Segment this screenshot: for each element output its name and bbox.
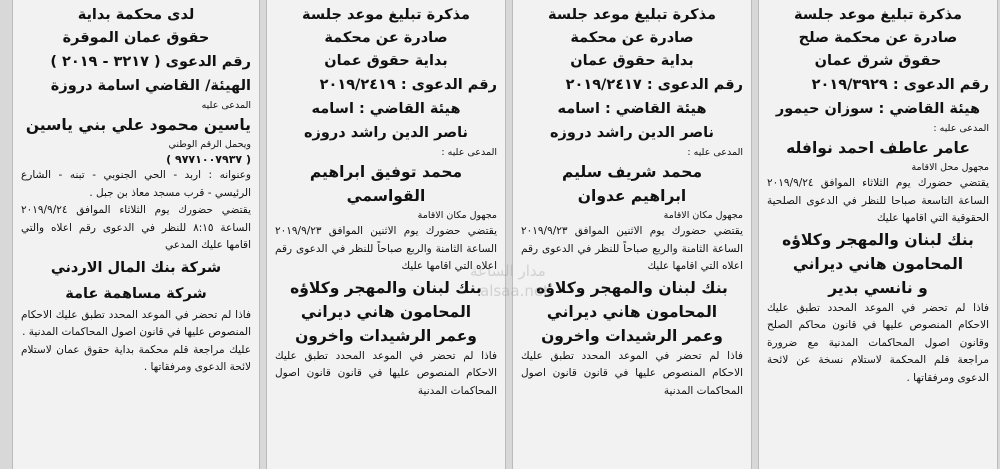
summons-text: يقتضي حضورك يوم الاثنين الموافق ٢٠١٩/٩/٢٣ الساعة الثامنة والربع صباحاً للنظر في الدعوى رقم اعلاه التي اقامها عليك	[275, 225, 497, 272]
court-heading: لدى محكمة بداية	[77, 7, 195, 23]
judge-name: هيئة القاضي : اسامه	[311, 101, 461, 117]
case-number: رقم الدعوى : ٢٠١٩/٢٤١٩	[319, 77, 497, 93]
notice-title: مذكرة تبليغ موعد جلسة	[548, 7, 716, 23]
issuing-court: صادرة عن محكمة صلح	[798, 30, 958, 46]
summons-text: يقتضي حضورك يوم الثلاثاء الموافق ٢٠١٩/٩/٢٤ الساعة التاسعة صباحا للنظر في الدعوى الصلحية الحقوقية التي اقامها عليك	[767, 177, 989, 224]
notice-column-1	[758, 0, 998, 469]
judge-name: الهيئة/ القاضي اسامة دروزة	[50, 78, 251, 94]
court-name: حقوق شرق عمان	[814, 53, 942, 69]
notice-column-4	[12, 0, 260, 469]
defendant-name: عامر عاطف احمد نوافله	[786, 139, 970, 157]
judge-name: هيئة القاضي : سوزان حيمور	[775, 101, 981, 117]
defendant-name-cont: ابراهيم عدوان	[577, 187, 687, 205]
defendant-name: محمد شريف سليم	[561, 163, 703, 181]
defendant-name: محمد توفيق ابراهيم	[309, 163, 463, 181]
notice-title: مذكرة تبليغ موعد جلسة	[794, 7, 962, 23]
plaintiff-line: المحامون هاني ديراني	[546, 302, 718, 321]
summons-text: يقتضي حضورك يوم الثلاثاء الموافق ٢٠١٩/٩/٢٤ الساعة ٨:١٥ للنظر في الدعوى رقم اعلاه والتي اقامها عليك المدعي	[21, 204, 252, 251]
notice-title: مذكرة تبليغ موعد جلسة	[302, 7, 470, 23]
plaintiff-line: المحامون هاني ديراني	[792, 254, 964, 273]
warning-text: فاذا لم تحضر في الموعد المحدد تطبق عليك الاحكام المنصوص عليها في قانون قانون اصول المحاكمات المدنية	[521, 349, 743, 397]
defendant-address: وعنوانه : اربد - الحي الجنوبي - تبنه - الشارع الرئيسي - قرب مسجد معاذ بن جبل .	[21, 169, 251, 199]
defendant-label: المدعى عليه	[201, 100, 251, 111]
case-number: رقم الدعوى : ٢٠١٩/٢٤١٧	[565, 77, 743, 93]
issuing-court: صادرة عن محكمة	[324, 30, 448, 46]
court-name: بداية حقوق عمان	[570, 53, 694, 69]
pickup-instructions: عليك مراجعة قلم محكمة بداية حقوق عمان لاستلام لائحة الدعوى ومرفقاتها .	[21, 343, 251, 373]
defendant-name: ياسين محمود علي بني ياسين	[25, 116, 251, 134]
plaintiff-line: المحامون هاني ديراني	[300, 302, 472, 321]
judge-name: هيئة القاضي : اسامه	[557, 101, 707, 117]
warning-text: فاذا لم تحضر في الموعد المحدد تطبق عليك الاحكام المنصوص عليها في قانون اصول المحاكمات المدنية .	[21, 308, 251, 338]
court-name: بداية حقوق عمان	[324, 53, 448, 69]
plaintiff-company: شركة بنك المال الاردني	[50, 259, 222, 276]
defendant-label: المدعى عليه :	[687, 147, 743, 158]
watermark-text: مدار الساعة	[470, 262, 546, 280]
plaintiff-line: وعمر الرشيدات واخرون	[541, 326, 723, 345]
plaintiff-line: وعمر الرشيدات واخرون	[295, 326, 477, 345]
warning-text: فاذا لم تحضر في الموعد المحدد تطبق عليك الاحكام المنصوص عليها في قانون قانون اصول المحاكمات المدنية	[275, 349, 497, 397]
plaintiff-line: و نانسي بدير	[828, 278, 928, 297]
summons-text: يقتضي حضورك يوم الاثنين الموافق ٢٠١٩/٩/٢٣ الساعة الثامنة والربع صباحاً للنظر في الدعوى رقم اعلاه التي اقامها عليك	[521, 225, 743, 272]
residence-status: مجهول محل الاقامة	[911, 162, 989, 173]
plaintiff-line: بنك لبنان والمهجر وكلاؤه	[782, 230, 974, 249]
national-id-label: ويحمل الرقم الوطني	[168, 139, 251, 150]
residence-status: مجهول مكان الاقامة	[417, 210, 497, 221]
plaintiff-line: بنك لبنان والمهجر وكلاؤه	[290, 278, 482, 297]
notice-column-3	[266, 0, 506, 469]
court-name: حقوق عمان الموقرة	[62, 30, 210, 46]
notice-column-2	[512, 0, 752, 469]
warning-text: فاذا لم تحضر في الموعد المحدد تطبق عليك الاحكام المنصوص عليها في قانون محاكم الصلح وقانون اصول المحاكمات المدنية مع ضرورة مراجعة قلم المحكمة لاستلام نسخة عن لائحة الدعوى ومرفقاتها .	[767, 301, 989, 384]
case-number: رقم الدعوى ( ٣٢١٧ - ٢٠١٩ )	[50, 54, 251, 70]
plaintiff-company-type: شركة مساهمة عامة	[65, 285, 207, 302]
judge-name-cont: ناصر الدين راشد دروزه	[303, 125, 468, 141]
case-number: رقم الدعوى : ٢٠١٩/٣٩٢٩	[811, 77, 989, 93]
defendant-label: المدعى عليه :	[933, 123, 989, 134]
defendant-name-cont: القواسمي	[346, 187, 426, 205]
judge-name-cont: ناصر الدين راشد دروزه	[549, 125, 714, 141]
watermark-url: alsaa.net	[480, 282, 549, 300]
issuing-court: صادرة عن محكمة	[570, 30, 694, 46]
plaintiff-line: بنك لبنان والمهجر وكلاؤه	[536, 278, 728, 297]
defendant-label: المدعى عليه :	[441, 147, 497, 158]
residence-status: مجهول مكان الاقامة	[663, 210, 743, 221]
national-id-number: ( ٩٧٧١٠٠٧٩٣٧ )	[166, 153, 251, 166]
